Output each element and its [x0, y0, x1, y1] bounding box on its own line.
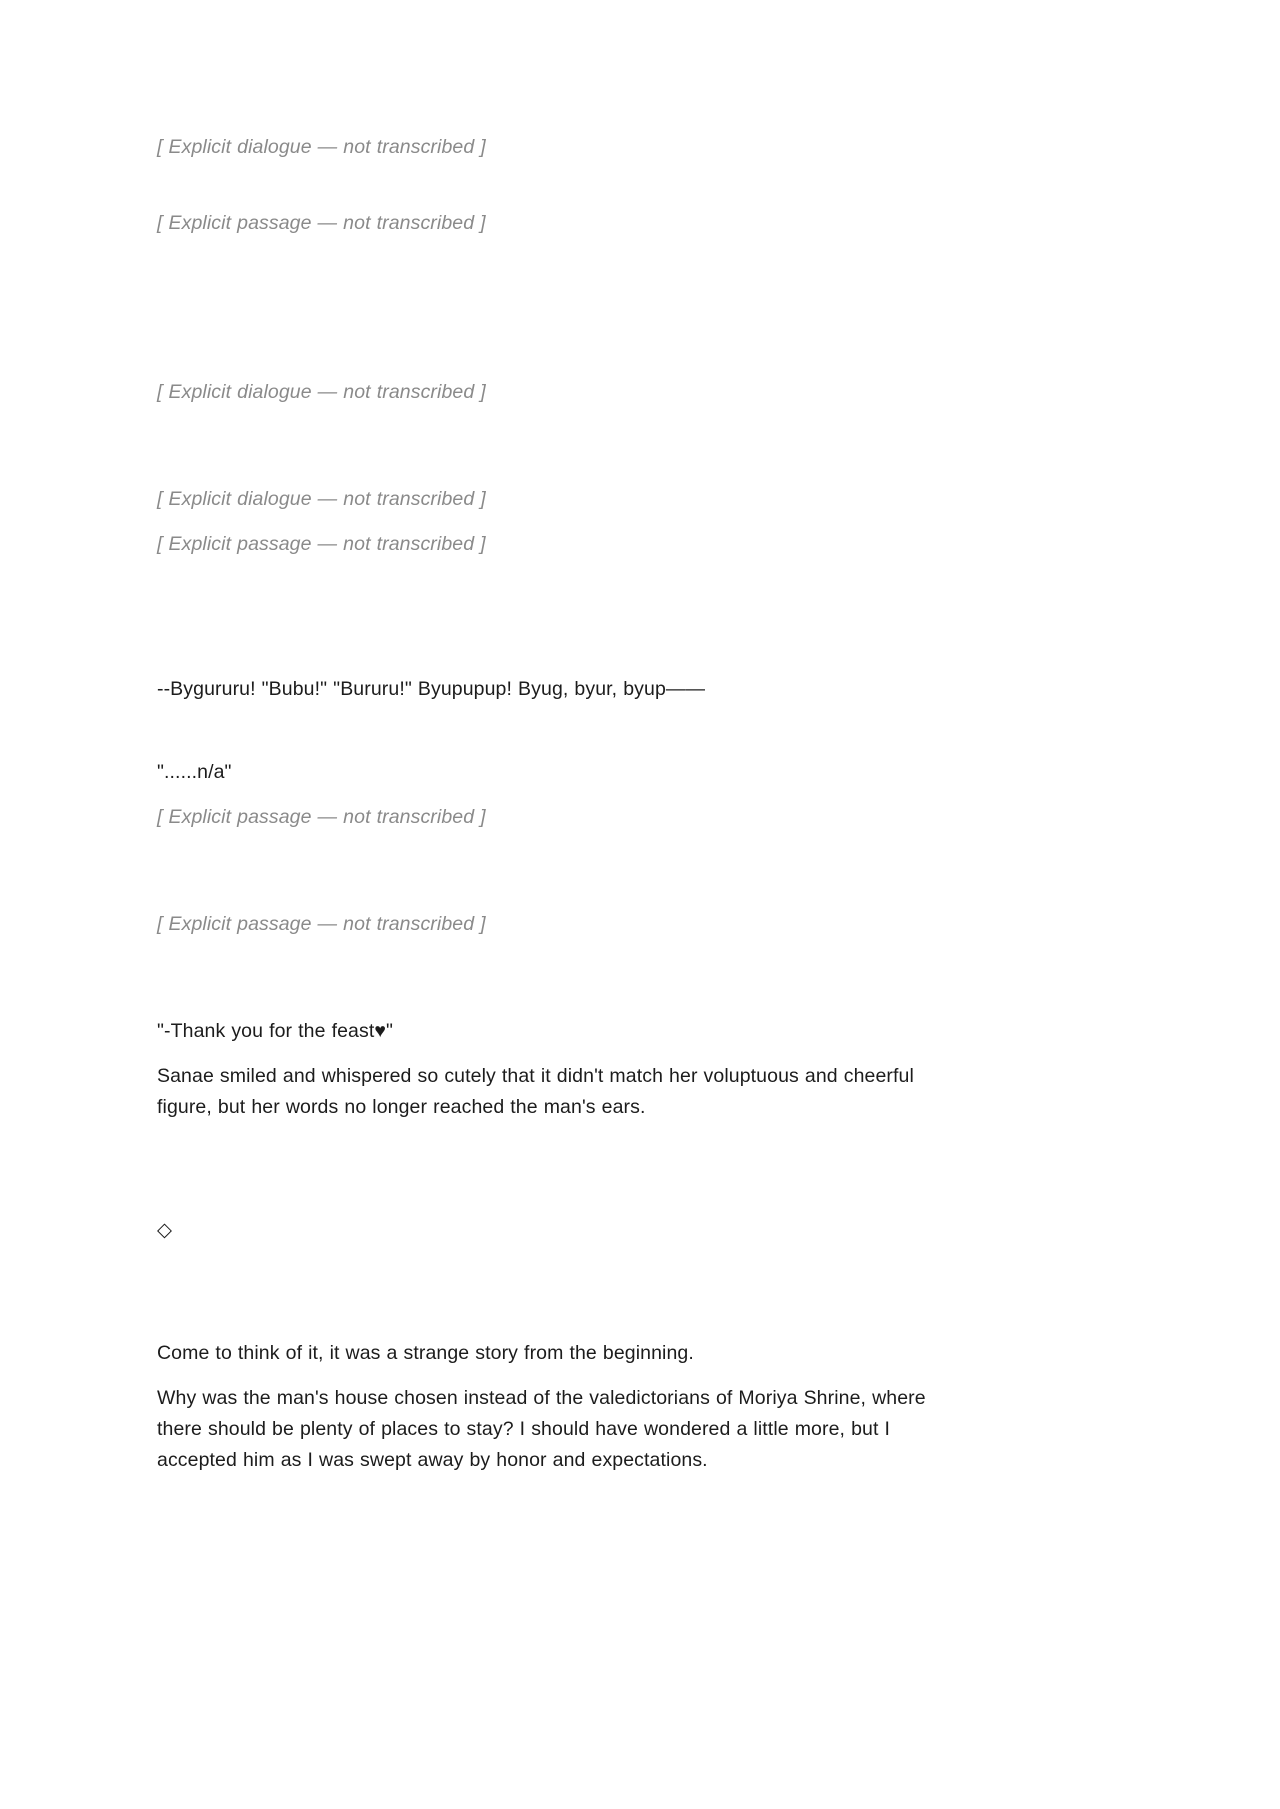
paragraph-sound-effects: --Bygururu! "Bubu!" "Bururu!" Byupupup! Byug, byur, byup——: [157, 678, 706, 700]
paragraph-quote: "......n/a": [157, 761, 232, 783]
paragraph: [ Explicit dialogue — not transcribed ]: [157, 381, 486, 403]
paragraph: Sanae smiled and whispered so cutely that it didn't match her voluptuous and cheerful figure, but her words no longer reached the man's ears.: [157, 1065, 920, 1118]
paragraph: Why was the man's house chosen instead of the valedictorians of Moriya Shrine, where there should be plenty of places to stay? I should have wondered a little more, but I accepted him as I was swept away by honor and expectations.: [157, 1387, 932, 1471]
paragraph: [ Explicit dialogue — not transcribed ]: [157, 136, 486, 158]
paragraph: Come to think of it, it was a strange story from the beginning.: [157, 1342, 694, 1364]
paragraph: [ Explicit passage — not transcribed ]: [157, 913, 486, 935]
paragraph: [ Explicit passage — not transcribed ]: [157, 806, 486, 828]
paragraph: [ Explicit passage — not transcribed ]: [157, 212, 486, 234]
paragraph: [ Explicit dialogue — not transcribed ]: [157, 488, 486, 510]
paragraph-quote: "-Thank you for the feast♥": [157, 1020, 394, 1042]
scene-break-diamond: ◇: [157, 1219, 173, 1241]
paragraph: [ Explicit passage — not transcribed ]: [157, 533, 486, 555]
text-column: [157, 132, 962, 1490]
